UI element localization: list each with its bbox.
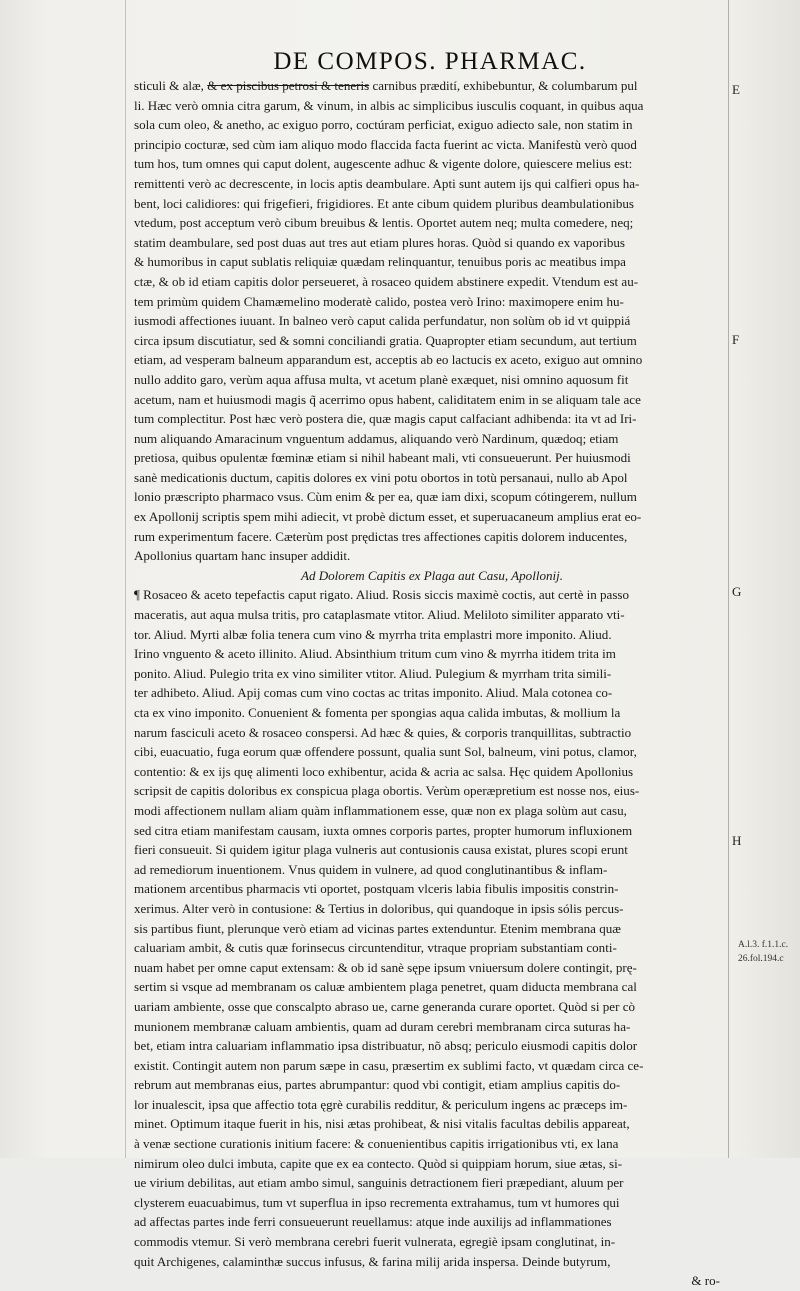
text-line: & ro-	[691, 1273, 720, 1289]
margin-letter-g: G	[732, 584, 742, 599]
margin-note	[738, 938, 788, 966]
text-line: rum experimentum facere. Cæterùm post prędictas tres affectiones capitis dolorem inducentes,	[134, 528, 628, 544]
margin-note-line: 26.fol.194.c	[738, 954, 784, 964]
text-line: rebrum aut membranas eius, partes abrumpantur: quod vbi contigit, etiam amplius capitis do-	[134, 1077, 621, 1093]
text-line: ctæ, & ob id etiam capitis dolor perseueret, à rosaceo quidem abstinere expedit. Vtendum est au-	[134, 273, 639, 289]
text-line: clysterem euacuabimus, tum vt superflua in ipso recrementa extrahamus, tum vt humores qui	[134, 1194, 620, 1210]
text-line: sertim si vsque ad membranam os caluæ ambientem plaga penetret, quam diducta membrana cal	[134, 979, 637, 995]
text-line: remittenti verò ac decrescente, in locis aptis deambulare. Apti sunt autem ijs qui calfieri opus ha-	[134, 175, 640, 191]
text-line: lor inualescit, ipsa que affectio tota ęgrè curabilis redditur, & periculum ingens ac præceps im-	[134, 1096, 628, 1112]
text-line: ¶ Rosaceo & aceto tepefactis caput rigato. Aliud. Rosis siccis maximè coctis, aut certè in passo	[134, 587, 630, 603]
text-line: & humoribus in caput sublatis reliquiæ quædam relinquantur, tenuibus poris ac meatibus impa	[134, 254, 626, 270]
text-line: nullo addito garo, verùm aqua affusa multa, vt acetum planè exæquet, nisi omnino aquosum fit	[134, 371, 629, 387]
text-line: contentio: & ex ijs quę alimenti loco exhibentur, acida & acria ac salsa. Hęc quidem Apollonius	[134, 763, 634, 779]
text-line: munionem membranæ caluam ambientis, quam ad duram cerebri membranam circa suturas ha-	[134, 1018, 631, 1034]
text-line: sis partibus fiunt, plerunque verò etiam ad vicinas partes extenduntur. Etenim membrana quæ	[134, 920, 621, 936]
text-line: ponito. Aliud. Pulegio trita ex vino similiter vtitor. Aliud. Pulegium & myrrham trita simili-	[134, 665, 612, 681]
text-line: li. Hæc verò omnia citra garum, & vinum, in albis ac simplicibus iusculis coquant, in quibus aqua	[134, 97, 644, 113]
text-line: uariam ambiente, osse que conscalpto abraso ue, carne generanda curare oportet. Quòd si per cò	[134, 998, 636, 1014]
text-line: Apollonius quartam hanc insuper addidit.	[134, 548, 351, 564]
text-line: principio cocturæ, sed cùm iam aliquo modo flaccida facta fuerint ac victa. Manifestù verò quod	[134, 136, 637, 152]
text-line: iusmodi affectiones iuuant. In balneo verò caput calida perfundatur, non solùm ob id vt quippiá	[134, 313, 631, 329]
text-line: etiam, ad vesperam balneum apparandum est, acceptis ab eo lactucis ex aceto, exiguo aut omnino	[134, 352, 643, 368]
text-line: statim deambulare, sed post duas aut tres aut etiam plures horas. Quòd si quando ex vaporibus	[134, 234, 625, 250]
text-line: cta ex vino imponito. Conuenient & fomenta per spongias aqua calida imbutas, & mollium la	[134, 705, 621, 720]
text-line: xerimus. Alter verò in contusione: & Tertius in doloribus, qui quandoque in ipsis sólis percus-	[134, 900, 624, 916]
text-line: ad remediorum inuentionem. Vnus quidem in vulnere, ad quod conglutinantibus & inflam-	[134, 861, 608, 877]
text-line: modi affectionem nullam aliam quàm inflammationem esse, quæ non ex plaga solùm aut casu,	[134, 802, 627, 818]
text-line: quit Archigenes, calaminthæ succus infusus, & farina milij arida inspersa. Deinde butyrum,	[134, 1253, 611, 1269]
left-margin-rule	[125, 0, 126, 1158]
text-line: ue virium debilitas, aut etiam ambo simul, sanguinis detractionem fieri præpediant, aluum per	[134, 1175, 624, 1191]
text-line: nimirum oleo dulci imbuta, capite que ex ea contecto. Quòd si quippiam horum, siue ætas, si-	[134, 1155, 623, 1171]
text-line: sanè medicationis ductum, capitis dolores ex vini potu obortos in totù persanaui, nullo ab Apol	[134, 469, 628, 485]
margin-note-line: A.l.3. f.1.1.c.	[738, 940, 789, 950]
text-line: ter adhibeto. Aliud. Apij comas cum vino coctas ac tritas imponito. Aliud. Mala cotonea co-	[134, 685, 613, 701]
section-heading: Ad Dolorem Capitis ex Plaga aut Casu, Apollonij.	[300, 567, 564, 583]
text-line: tum complectitur. Post hæc verò postera die, quæ magis caput calfaciant adhibenda: ita vt ad Iri-	[134, 411, 637, 427]
margin-letter-h: H	[732, 833, 742, 848]
text-line: sticuli & alæ, & ex piscibus petrosi & teneris carnibus prædití, exhibebuntur, & columbarum pul	[134, 78, 638, 93]
text-line: mationem arcentibus pharmacis vti oportet, postquam vlceris labia fibulis impositis constrin-	[134, 881, 619, 897]
text-line: commodis vtemur. Si verò membrana cerebri fuerit vulnerata, egregiè ipsam conglutinat, in-	[134, 1234, 616, 1250]
running-title: DE COMPOS. PHARMAC.	[273, 48, 587, 75]
text-line: maceratis, aut aqua mulsa tritis, pro cataplasmate vtitor. Aliud. Meliloto similiter apparato vti-	[134, 607, 625, 623]
text-line: narum fasciculi aceto & rosaceo conspersi. Ad hæc & quies, & corporis tranquillitas, subtractio	[134, 724, 632, 740]
text-line: circa ipsum discutiatur, sed & somni conciliandi gratia. Quapropter etiam secundum, aut tertium	[134, 332, 637, 348]
text-line: ex Apollonij scriptis spem mihi adiecit, vt probè dictum esset, et superuacaneum amplius erat eo-	[134, 509, 642, 525]
text-line: ad affectas partes inde ferri consueuerunt reuellamus: atque inde auxilijs ad inflammationes	[134, 1214, 612, 1230]
text-line: nuam habet per omne caput extensam: & ob id sanè sępe ipsum vniuersum dolere contingit, prę-	[134, 959, 637, 975]
text-line: existit. Contingit autem non parum sæpe in casu, præsertim ex sublimi facto, vt quædam circa ce-	[134, 1057, 644, 1073]
text-line: tor. Aliud. Myrti albæ folia tenera cum vino & myrrha trita emplastri more imponito. Aliud.	[134, 626, 612, 642]
text-line: caluariam ambit, & cutis quæ forinsecus circuntenditur, vtraque propriam substantiam conti-	[134, 940, 617, 956]
text-line: Irino vnguento & aceto illinito. Aliud. Absinthium tritum cum vino & myrrha itidem trita im	[134, 646, 616, 662]
text-line: cibi, euacuatio, fuga eorum quæ offendere possunt, qualia sunt Sol, balneum, vini potus, clamor,	[134, 744, 637, 760]
margin-letter-e: E	[732, 82, 740, 97]
text-line: lonio præscripto pharmaco vsus. Cùm enim & per ea, quæ iam dixi, scopum cótingerem, nullum	[134, 489, 637, 505]
text-line: scripsit de capitis doloribus ex conspicua plaga obortis. Verùm operæpretium est nosse nos, eius-	[134, 783, 640, 799]
text-line: pretiosa, quibus opulentæ fœminæ etiam si nihil habeant mali, vti consueuerunt. Per huiusmodi	[134, 450, 631, 466]
text-line: sed citra etiam manifestam causam, iuxta omnes corporis partes, propter humorum influxionem	[134, 822, 633, 838]
text-line: fieri consueuit. Si quidem igitur plaga vulneris aut contusionis causa existat, plures scopi erunt	[134, 842, 628, 858]
text-line: tum hos, tum omnes qui caput dolent, augescente adhuc & vigente dolore, quiescere melius est:	[134, 156, 633, 172]
text-body	[134, 76, 730, 1291]
text-line: bent, loci calidiores: qui frigefieri, frigidiores. Et ante cibum quidem pluribus deambulationibus	[134, 195, 635, 211]
text-line: à venæ sectione curationis initium facere: & conuenientibus capitis irrigationibus vti, ex lana	[134, 1136, 619, 1152]
struck-text: & ex piscibus petrosi & teneris	[207, 78, 370, 93]
text-line: num aliquando Amaracinum vnguentum addamus, aliquando verò Nardinum, quædoq; etiam	[134, 430, 619, 446]
text-line: acetum, nam et huiusmodi magis q̃ acerrimo opus habent, caliditatem enim in se aliquam tale ace	[134, 391, 641, 407]
text-line: sola cum oleo, & anetho, ac exiguo porro, coctúram perficiat, exiguo adiecto sale, non statim in	[134, 117, 633, 133]
text-line: tem primùm quidem Chamæmelino moderatè calido, postea verò Irino: maximopere enim hu-	[134, 293, 624, 309]
text-line: bet, etiam intra caluariam inflammatio ipsa distribuatur, nõ absq; periculo eiusmodi capitis dolor	[134, 1038, 638, 1054]
margin-letter-f: F	[732, 332, 740, 347]
text-line: vtedum, post acceptum verò cibum breuibus & lentis. Oportet autem neq; multa comedere, neq;	[134, 215, 634, 231]
text-line: minet. Optimum itaque fuerit in his, nisi ætas prohibeat, & nisi vitalis facultas debilis appareat,	[134, 1116, 630, 1132]
